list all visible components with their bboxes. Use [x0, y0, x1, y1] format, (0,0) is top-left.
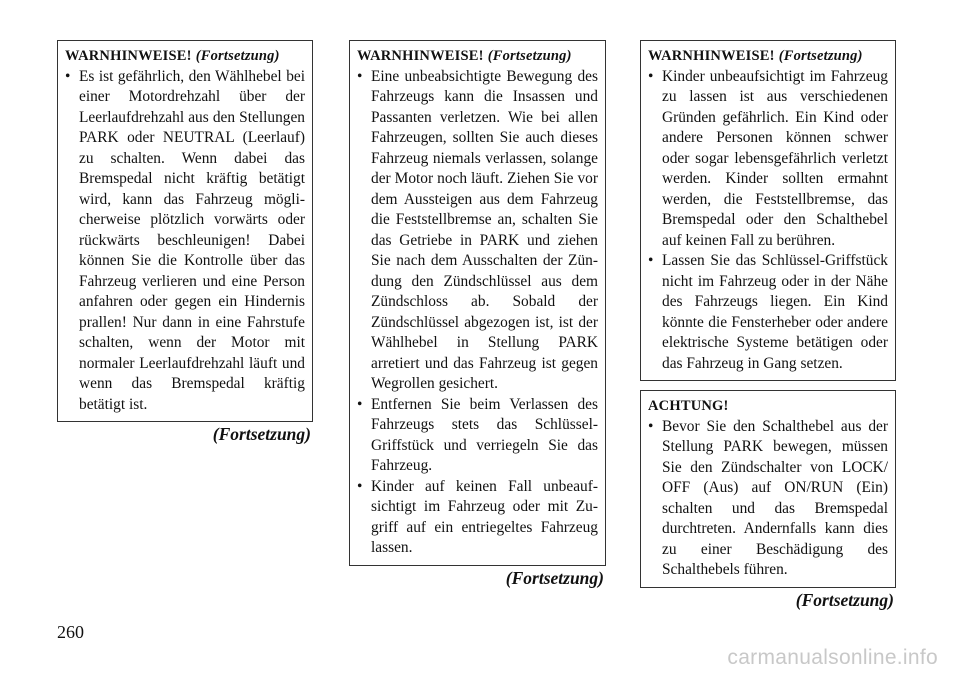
continued-label: (Fortsetzung)	[795, 589, 894, 610]
continued-label: (Fortsetzung)	[212, 424, 311, 444]
warning-item: • Kinder auf keinen Fall unbeaufsichtigt im Fahrzeug oder mit Zugriff auf ein entriegeltes Fahrzeug lassen.	[357, 477, 598, 559]
header-continued-note: (Fortsetzung)	[195, 48, 280, 64]
column-2	[349, 40, 606, 589]
warning-list	[648, 67, 888, 375]
warning-item: • Entfernen Sie beim Verlassen des Fahrzeugs stets das Schlüssel-Griffstück und verriegeln Sie das Fahrzeug.	[357, 395, 598, 477]
caution-box	[640, 390, 896, 588]
header-continued-note: (Fortsetzung)	[778, 48, 863, 64]
column-3	[640, 40, 896, 611]
warning-header: WARNHINWEISE! (Fortsetzung)	[65, 48, 280, 64]
warning-box-2	[349, 40, 606, 566]
warning-header: WARNHINWEISE! (Fortsetzung)	[648, 48, 863, 64]
header-continued-note: (Fortsetzung)	[487, 48, 572, 64]
warning-list	[65, 67, 305, 416]
warning-item: • Eine unbeabsichtigte Bewegung des Fahrzeugs kann die Insassen und Passanten verletzen. Wie bei allen Fahrzeugen, sollten Sie auch dieses Fahrzeug niemals verlassen, solange der Motor noch läuft. Ziehen Sie vor dem Aussteigen aus dem Fahrzeug die Feststellbremse an, schalten Sie das Getriebe in PARK und ziehen Sie nach dem Ausschalten der Zündung den Zündschlüssel aus dem Zündschloss ab. Sobald der Zündschlüssel abgezogen ist, ist der Wählhebel in Stellung PARK arretiert und das Fahrzeug ist gegen Wegrollen gesichert.	[357, 67, 598, 395]
caution-item: • Bevor Sie den Schalthebel aus der Stellung PARK bewegen, müssen Sie den Zündschalter von LOCK/ OFF (Aus) auf ON/RUN (Ein) schalten und das Bremspedal durchtreten. Andernfalls kann dies zu einer Beschädigung des Schalthebels führen.	[648, 417, 888, 581]
caution-header: ACHTUNG!	[648, 398, 729, 414]
warning-item: • Es ist gefährlich, den Wählhebel bei einer Motordrehzahl über der Leerlaufdrehzahl aus den Stellungen PARK oder NEUTRAL (Leerlauf) zu schalten. Wenn dabei das Bremspedal nicht kräftig betätigt wird, kann das Fahrzeug möglicherweise plötzlich vorwärts oder rückwärts beschleunigen! Dabei können Sie die Kontrolle über das Fahrzeug verlieren und eine Person anfahren oder gegen ein Hindernis prallen! Nur dann in eine Fahrstufe schalten, wenn der Motor mit normaler Leerlaufdrehzahl läuft und wenn das Bremspedal kräftig betätigt ist.	[65, 67, 305, 416]
caution-list	[648, 417, 888, 581]
warning-list	[357, 67, 598, 559]
warning-item: • Lassen Sie das Schlüssel-Griffstück nicht im Fahrzeug oder in der Nähe des Fahrzeugs liegen. Ein Kind könnte die Fensterheber oder andere elektrische Systeme betätigen oder das Fahrzeug in Gang setzen.	[648, 251, 888, 374]
warning-header: WARNHINWEISE! (Fortsetzung)	[357, 48, 572, 64]
continued-label: (Fortsetzung)	[505, 567, 604, 588]
warning-box-3	[640, 40, 896, 381]
column-1	[57, 40, 313, 445]
warning-box-1	[57, 40, 313, 422]
page-number: 260	[57, 622, 84, 642]
watermark: carmanualsonline.info	[727, 646, 938, 669]
warning-item: • Kinder unbeaufsichtigt im Fahrzeug zu lassen ist aus verschiedenen Gründen gefährlich. Ein Kind oder andere Personen können schwer oder sogar lebensgefährlich verletzt werden. Kinder sollten ermahnt werden, die Feststellbremse, das Bremspedal oder den Schalthebel auf keinen Fall zu berühren.	[648, 67, 888, 252]
